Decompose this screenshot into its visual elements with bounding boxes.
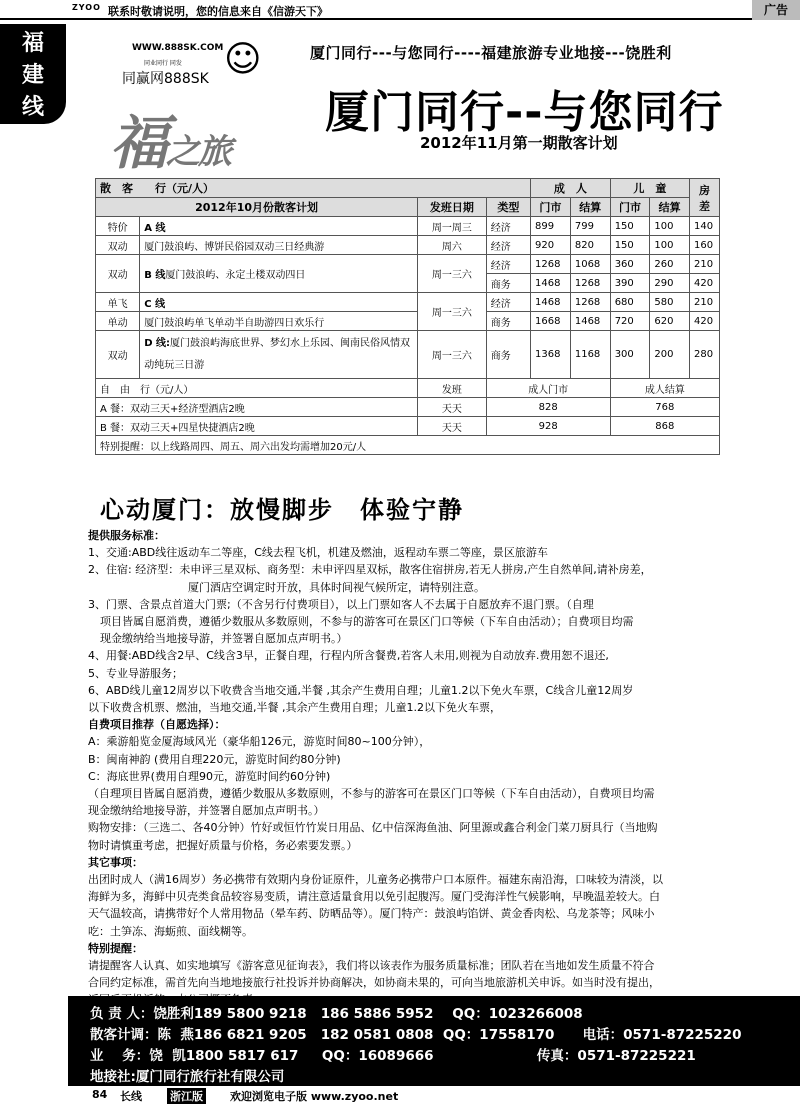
table-row (96, 236, 720, 255)
header-cell: 门市 (610, 198, 650, 217)
header-cell: 结算 (570, 198, 610, 217)
table-cell: 1468 (531, 274, 571, 293)
table-cell: 商务 (486, 274, 530, 293)
mascot-icon: ☺ (224, 39, 262, 80)
table-cell: 260 (650, 255, 690, 274)
table-cell: 140 (690, 217, 720, 236)
table-cell: 双动 (96, 331, 140, 379)
contact-line: 业 务：饶 凯1800 5817 617 QQ：16089666 传真：0571-87225221 (90, 1048, 696, 1064)
table-cell: 420 (690, 274, 720, 293)
side-tab-label: 福建线 (21, 31, 44, 120)
table-cell: 360 (610, 255, 650, 274)
text-line: A：乘游船览金厦海域风光（豪华船126元，游览时间80~100分钟）， (88, 735, 431, 749)
table-row (96, 331, 720, 379)
table-cell: 双动 (96, 255, 140, 293)
table-cell: 天天 (418, 398, 487, 417)
table-cell: 280 (690, 331, 720, 379)
table-cell: 210 (690, 293, 720, 312)
table-cell: 1268 (570, 293, 610, 312)
table-cell: 928 (486, 417, 610, 436)
table-row (96, 417, 720, 436)
footer-section: 长线 (120, 1090, 142, 1103)
line-name: D 线: (144, 337, 171, 349)
table-cell: A 餐：双动三天+经济型酒店2晚 (96, 398, 418, 417)
table-cell: 210 (690, 255, 720, 274)
text-line: 购物安排：（三选二、各40分钟）竹好或恒竹竹炭日用品、亿中信深海鱼油、阿里源或鑫合利金门菜刀厨具行（当地购 (88, 821, 658, 835)
table-cell: 1368 (531, 331, 571, 379)
site-logo (122, 39, 262, 94)
table-header-row (96, 198, 720, 217)
header-cell: 房差 (690, 179, 720, 217)
table-cell: 经济 (486, 293, 530, 312)
table-cell: 300 (610, 331, 650, 379)
table-cell: 厦门鼓浪屿、博饼民俗园双动三日经典游 (140, 236, 418, 255)
table-cell: 周一三六 (418, 293, 487, 331)
table-header-row (96, 179, 720, 198)
table-cell: 1268 (570, 274, 610, 293)
table-cell: 单飞 (96, 293, 140, 312)
table-cell: 经济 (486, 236, 530, 255)
table-cell: 经济 (486, 255, 530, 274)
text-line: 5、专业导游服务； (88, 666, 183, 680)
table-row (96, 312, 720, 331)
header-cell: 成 人 (531, 179, 611, 198)
footer-website: 欢迎浏览电子版 www.zyoo.net (230, 1090, 399, 1103)
table-cell: 成人结算 (610, 379, 719, 398)
text-line: 天气温较高，请携带好个人常用物品（晕车药、防晒品等）。厦门特产：鼓浪屿馅饼、黄金香肉松、乌龙茶等；风味小 (88, 907, 655, 921)
brand-art (110, 96, 230, 180)
section-title: 自费项目推荐（自愿选择）： (88, 718, 226, 732)
table-cell: 828 (486, 398, 610, 417)
text-line: 1、交通:ABD线往返动车二等座，C线去程飞机，机建及燃油，返程动车票二等座，景区旅游车 (88, 546, 548, 560)
table-cell: 768 (610, 398, 719, 417)
contact-line: 散客计调：陈 燕186 6821 9205 182 0581 0808 QQ：17558170 电话：0571-87225220 (90, 1027, 742, 1043)
contact-line: 负 责 人：饶胜利189 5800 9218 186 5886 5952 QQ：1023266008 (90, 1006, 583, 1022)
table-cell: 100 (650, 217, 690, 236)
table-cell: 1268 (531, 255, 571, 274)
section-title: 提供服务标准： (88, 529, 165, 542)
header-cell: 结算 (650, 198, 690, 217)
ad-tag: 广告 (752, 0, 800, 20)
table-cell: 620 (650, 312, 690, 331)
table-cell: 200 (650, 331, 690, 379)
table-cell: 商务 (486, 312, 530, 331)
table-cell: 290 (650, 274, 690, 293)
page-title: 厦门同行--与您同行 (325, 87, 724, 138)
text-line: 6、ABD线儿童12周岁以下收费含当地交通,半餐 ,其余产生费用自理；儿童1.2以下免火车票，C线含儿童12周岁 (88, 683, 634, 697)
table-cell: 特价 (96, 217, 140, 236)
page-footer (0, 1088, 800, 1105)
text-line: 请提醒客人认真、如实地填写《游客意见征询表》，我们将以该表作为服务质量标准；团队若在当地如发生质量不符合 (88, 959, 655, 973)
header-cell: 门市 (531, 198, 571, 217)
table-note: 特别提醒：以上线路周四、周五、周六出发均需增加20元/人 (96, 436, 720, 455)
headline: 厦门同行---与您同行----福建旅游专业地接---饶胜利 (310, 44, 672, 62)
text-line: 现金缴纳给地接导游，并签署自愿加点声明书。） (88, 804, 325, 818)
section-title: 特别提醒： (88, 941, 143, 955)
header-cell: 散 客 行（元/人） (96, 179, 531, 198)
section-title: 其它事项： (88, 855, 143, 869)
table-cell: A 线 (140, 217, 418, 236)
header-cell: 发班日期 (418, 198, 487, 217)
text-line: 2、住宿: 经济型：未申评三星双标、商务型：未申评四星双标，散客住宿拼房,若无人拼房,产生自然单间,请补房差， (88, 563, 652, 577)
table-cell: 420 (690, 312, 720, 331)
top-bar (0, 0, 800, 20)
text-line: 出团时成人（满16周岁）务必携带有效期内身份证原件，儿童务必携带户口本原件。福建东南沿海，口味较为清淡，以 (88, 873, 663, 887)
table-cell: 1668 (531, 312, 571, 331)
table-cell: 单动 (96, 312, 140, 331)
table-cell: B 餐：双动三天+四星快捷酒店2晚 (96, 417, 418, 436)
table-cell: 1068 (570, 255, 610, 274)
site-slogan: 同业同行 同发 (144, 60, 182, 67)
table-cell: 720 (610, 312, 650, 331)
table-cell (140, 331, 418, 379)
contact-notice: 联系时敬请说明，您的信息来自《信游天下》 (108, 5, 328, 18)
line-desc: 厦门鼓浪屿海底世界、梦幻水上乐园、闽南民俗风情双动纯玩三日游 (144, 337, 411, 371)
contact-block (68, 996, 800, 1086)
table-row (96, 436, 720, 455)
header-cell: 类型 (486, 198, 530, 217)
brand-art-big: 福 (110, 109, 167, 177)
table-cell: 自 由 行（元/人） (96, 379, 418, 398)
text-line: 厦门酒店空调定时开放，具体时间视气候所定，请特别注意。 (188, 580, 485, 594)
details-section (88, 527, 788, 1009)
table-cell: 周一三六 (418, 331, 487, 379)
table-cell: 150 (610, 217, 650, 236)
text-line: 3、门票、含景点首道大门票;（不含另行付费项目），以上门票如客人不去属于自愿放弃不退门票。（自理 (88, 597, 594, 611)
line-desc: 厦门鼓浪屿、永定土楼双动四日 (165, 270, 306, 281)
line-name: B 线 (144, 270, 166, 281)
table-cell: 成人门市 (486, 379, 610, 398)
text-line: 物时请慎重考虑，把握好质量与价格，务必索要发票。） (88, 838, 358, 852)
site-name: 同赢网888SK (122, 71, 209, 87)
text-line: 项目皆属自愿消费，遵循少数服从多数原则，不参与的游客可在景区门口等候（下车自由活动）；自费项目均需 (100, 615, 634, 629)
promo-banner: 心动厦门：放慢脚步 体验宁静 (100, 496, 464, 524)
tour-plan-table (95, 178, 720, 455)
text-line: （自理项目皆属自愿消费，遵循少数服从多数原则，不参与的游客可在景区门口等候（下车自由活动），自费项目均需 (88, 787, 655, 801)
table-cell: C 线 (140, 293, 418, 312)
page-number: 84 (92, 1088, 108, 1101)
page-subtitle: 2012年11月第一期散客计划 (420, 134, 618, 152)
table-cell: 1468 (570, 312, 610, 331)
header-cell: 儿 童 (610, 179, 689, 198)
table-row (96, 293, 720, 312)
text-line: 合同约定标准，需首先向当地地接旅行社投诉并协商解决，如协商未果的，可向当地旅游机关申诉。如当时没有提出， (88, 976, 660, 990)
table-row (96, 398, 720, 417)
table-cell: 100 (650, 236, 690, 255)
site-url: WWW.888SK.COM (132, 43, 224, 53)
table-cell: 1168 (570, 331, 610, 379)
text-line: 海鲜为多，海鲜中贝壳类食品较容易变质，请注意适量食用以免引起腹泻。厦门受海洋性气候影响，早晚温差较大。白 (88, 890, 660, 904)
table-cell: 820 (570, 236, 610, 255)
table-cell: 150 (610, 236, 650, 255)
table-cell: 天天 (418, 417, 487, 436)
table-cell (140, 255, 418, 293)
table-cell: 920 (531, 236, 571, 255)
publisher-logo: ZYOO (72, 3, 101, 12)
table-row (96, 217, 720, 236)
table-cell: 1468 (531, 293, 571, 312)
table-cell: 发班 (418, 379, 487, 398)
table-cell: 390 (610, 274, 650, 293)
table-cell: 680 (610, 293, 650, 312)
text-line: B：闽南神韵 (费用自理220元，游览时间约80分钟) (88, 752, 341, 766)
text-line: 以下收费含机票、燃油，当地交通,半餐 ,其余产生费用自理；儿童1.2以下免火车票， (88, 701, 501, 715)
footer-edition: 浙江版 (167, 1088, 206, 1104)
table-cell: 799 (570, 217, 610, 236)
text-line: 吃：土笋冻、海蛎煎、面线糊等。 (88, 924, 253, 938)
table-cell: 厦门鼓浪屿单飞单动半自助游四日欢乐行 (140, 312, 418, 331)
table-cell: 580 (650, 293, 690, 312)
contact-line: 地接社:厦门同行旅行社有限公司 (90, 1069, 285, 1085)
table-row (96, 379, 720, 398)
table-cell: 周一周三 (418, 217, 487, 236)
table-cell: 双动 (96, 236, 140, 255)
table-cell: 160 (690, 236, 720, 255)
table-cell: 周一三六 (418, 255, 487, 293)
side-tab-fujian-line (0, 24, 66, 124)
table-cell: 周六 (418, 236, 487, 255)
text-line: 4、用餐:ABD线含2早、C线含3早，正餐自理，行程内所含餐费,若客人未用,则视为自动放弃.费用恕不退还, (88, 649, 609, 663)
table-cell: 商务 (486, 331, 530, 379)
table-cell: 经济 (486, 217, 530, 236)
table-cell: 868 (610, 417, 719, 436)
text-line: 现金缴纳给当地接导游，并签署自愿加点声明书。） (100, 632, 348, 646)
brand-art-small: 之旅 (166, 132, 231, 172)
table-cell: 899 (531, 217, 571, 236)
header-cell: 2012年10月份散客计划 (96, 198, 418, 217)
text-line: C：海底世界(费用自理90元，游览时间约60分钟) (88, 769, 331, 783)
table-row (96, 255, 720, 274)
